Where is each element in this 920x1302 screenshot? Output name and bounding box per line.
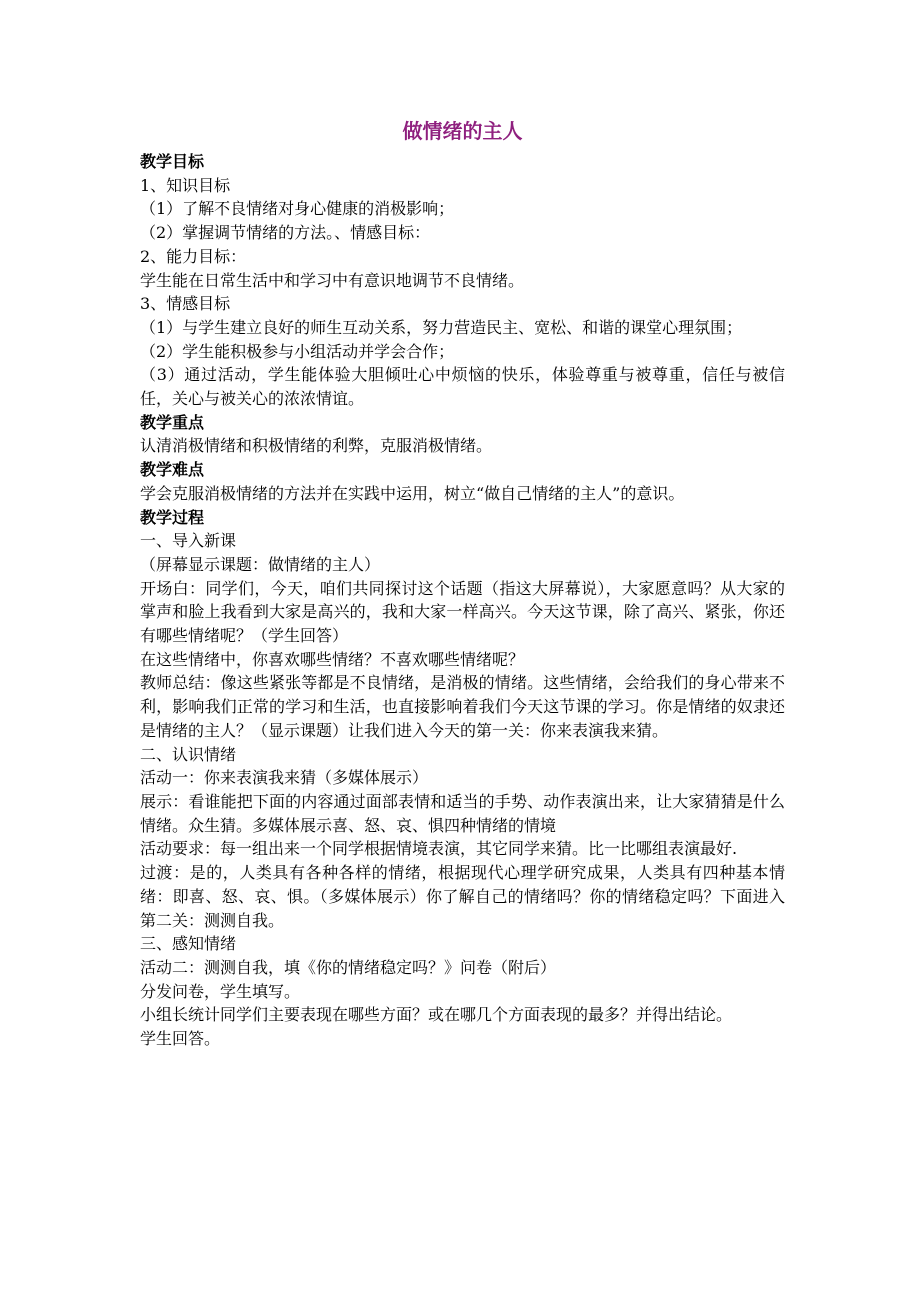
process-heading: 教学过程: [140, 507, 205, 527]
activity-2-handout: 分发问卷，学生填写。: [140, 981, 301, 1001]
section-1-opening: 开场白：同学们，今天，咱们共同探讨这个话题（指这大屏幕说），大家愿意吗？从大家的掌声和脸上我看到大家是高兴的，我和大家一样高兴。今天这节课，除了高兴、紧张，你还有哪些情绪呢？（学生回答）: [140, 578, 785, 646]
activity-1-requirement: 活动要求：每一组出来一个同学根据情境表演，其它同学来猜。比一比哪组表演最好.: [140, 839, 738, 859]
difficulty-text: 学会克服消极情绪的方法并在实践中运用，树立“做自己情绪的主人”的意识。: [140, 483, 685, 503]
ability-text: 学生能在日常生活中和学习中有意识地调节不良情绪。: [140, 270, 525, 290]
section-1-question: 在这些情绪中，你喜欢哪些情绪？不喜欢哪些情绪呢？: [140, 649, 525, 669]
emotion-item-3: （3）通过活动，学生能体验大胆倾吐心中烦恼的快乐，体验尊重与被尊重，信任与被信任，关心与被关心的浓浓情谊。: [140, 365, 785, 409]
activity-2-title: 活动二：测测自我，填《你的情绪稳定吗？》问卷（附后）: [140, 957, 557, 977]
section-2-heading: 二、认识情绪: [140, 744, 237, 764]
activity-1-title: 活动一：你来表演我来猜（多媒体展示）: [140, 768, 429, 788]
document-page: [140, 112, 785, 1051]
emotion-item-2: （2）学生能积极参与小组活动并学会合作；: [140, 341, 455, 361]
knowledge-item-2: （2）掌握调节情绪的方法。、情感目标：: [140, 223, 431, 243]
section-1-summary: 教师总结：像这些紧张等都是不良情绪，是消极的情绪。这些情绪，会给我们的身心带来不利，影响我们正常的学习和生活，也直接影响着我们今天这节课的学习。你是情绪的奴隶还是情绪的主人？（显示课题）让我们进入今天的第一关：你来表演我来猜。: [140, 673, 785, 740]
focus-heading: 教学重点: [140, 412, 205, 432]
section-3-heading: 三、感知情绪: [140, 934, 237, 954]
activity-1-transition: 过渡：是的，人类具有各种各样的情绪，根据现代心理学研究成果，人类具有四种基本情绪：即喜、怒、哀、惧。（多媒体展示）你了解自己的情绪吗？你的情绪稳定吗？下面进入第二关：测测自我。: [140, 863, 785, 930]
section-1-heading: 一、导入新课: [140, 531, 237, 551]
activity-2-answer: 学生回答。: [140, 1029, 221, 1049]
knowledge-goal: 1、知识目标: [140, 175, 231, 195]
ability-goal: 2、能力目标：: [140, 246, 247, 266]
knowledge-item-1: （1）了解不良情绪对身心健康的消极影响；: [140, 199, 455, 219]
section-1-screen: （屏幕显示课题：做情绪的主人）: [140, 554, 381, 574]
goals-heading: 教学目标: [140, 152, 205, 171]
document-title: 做情绪的主人: [402, 119, 523, 143]
activity-1-show: 展示：看谁能把下面的内容通过面部表情和适当的手势、动作表演出来，让大家猜猜是什么情绪。众生猜。多媒体展示喜、怒、哀、惧四种情绪的情境: [140, 791, 785, 835]
focus-text: 认清消极情绪和积极情绪的利弊，克服消极情绪。: [140, 436, 493, 456]
difficulty-heading: 教学难点: [140, 460, 205, 480]
emotion-item-1: （1）与学生建立良好的师生互动关系，努力营造民主、宽松、和谐的课堂心理氛围；: [140, 317, 743, 337]
emotion-goal: 3、情感目标: [140, 294, 231, 314]
activity-2-group: 小组长统计同学们主要表现在哪些方面？或在哪几个方面表现的最多？并得出结论。: [140, 1005, 733, 1025]
